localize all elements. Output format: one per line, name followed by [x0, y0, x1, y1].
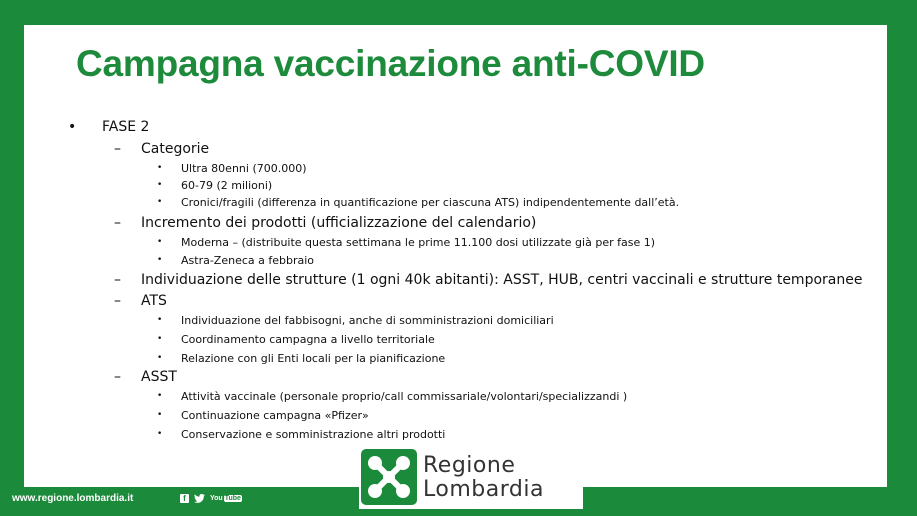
- bullet-marker: •: [157, 163, 163, 173]
- bullet-marker: •: [157, 429, 163, 439]
- bullet-marker: •: [157, 353, 163, 363]
- section-heading: [114, 272, 863, 288]
- bullet-marker: •: [157, 391, 163, 401]
- list-item-text: Continuazione campagna «Pfizer»: [181, 409, 369, 422]
- list-item: [157, 254, 315, 267]
- bullet-marker: •: [157, 334, 163, 344]
- social-icons: [180, 494, 242, 503]
- facebook-icon[interactable]: f: [180, 494, 189, 503]
- logo-wordmark: [423, 454, 544, 502]
- section-label: ATS: [141, 293, 167, 309]
- dash-marker: –: [114, 215, 121, 231]
- list-item-text: Conservazione e somministrazione altri prodotti: [181, 428, 446, 441]
- list-item: [157, 236, 655, 249]
- dash-marker: –: [114, 141, 121, 157]
- bullet-marker: •: [157, 410, 163, 420]
- bullet-marker: •: [157, 237, 163, 247]
- youtube-icon[interactable]: [210, 494, 242, 503]
- list-item: [157, 162, 307, 175]
- bullet-marker: •: [157, 315, 163, 325]
- list-item-text: Individuazione del fabbisogni, anche di somministrazioni domiciliari: [181, 314, 554, 327]
- dash-marker: –: [114, 369, 121, 385]
- list-item-text: Relazione con gli Enti locali per la pianificazione: [181, 352, 446, 365]
- section-heading: [114, 293, 167, 309]
- list-item-text: Attività vaccinale (personale proprio/call commissariale/volontari/specializzandi ): [181, 390, 628, 403]
- list-item-text: Coordinamento campagna a livello territoriale: [181, 333, 435, 346]
- outline-heading: FASE 2: [102, 119, 150, 135]
- section-label: Categorie: [141, 141, 210, 157]
- twitter-icon[interactable]: [194, 494, 205, 503]
- bullet-marker: •: [68, 119, 77, 135]
- section-heading: [114, 215, 537, 231]
- slide-title: Campagna vaccinazione anti-COVID: [76, 43, 705, 84]
- youtube-you-text: You: [210, 495, 223, 502]
- list-item-text: 60-79 (2 milioni): [181, 179, 273, 192]
- list-item: [157, 179, 273, 192]
- logo-line-lombardia: Lombardia: [423, 477, 544, 502]
- list-item-text: Astra-Zeneca a febbraio: [181, 254, 315, 267]
- section-label: Incremento dei prodotti (ufficializzazione del calendario): [141, 215, 537, 231]
- bullet-marker: •: [157, 197, 163, 207]
- section-heading: [114, 141, 210, 157]
- list-item: [157, 333, 435, 346]
- dash-marker: –: [114, 293, 121, 309]
- logo-line-regione: Regione: [423, 453, 516, 478]
- dash-marker: –: [114, 272, 121, 288]
- section-label: Individuazione delle strutture (1 ogni 40k abitanti): ASST, HUB, centri vaccinali e strutture temporanee: [141, 272, 863, 288]
- bullet-marker: •: [157, 255, 163, 265]
- list-item: [157, 428, 446, 441]
- list-item-text: Moderna – (distribuite questa settimana le prime 11.100 dosi utilizzate già per fase 1): [181, 236, 655, 249]
- section-heading: [114, 369, 177, 385]
- list-item: [157, 390, 628, 403]
- regione-lombardia-logo: [359, 447, 583, 509]
- list-item-text: Ultra 80enni (700.000): [181, 162, 307, 175]
- section-label: ASST: [141, 369, 177, 385]
- list-item: [157, 352, 446, 365]
- footer-url[interactable]: www.regione.lombardia.it: [12, 493, 134, 504]
- outline-level1-item: [68, 119, 150, 135]
- youtube-tube-text: Tube: [224, 495, 241, 502]
- list-item-text: Cronici/fragili (differenza in quantificazione per ciascuna ATS) indipendentemente dall’età.: [181, 196, 680, 209]
- bullet-marker: •: [157, 180, 163, 190]
- slide: [24, 25, 887, 487]
- regione-logo-symbol-icon: [361, 449, 417, 505]
- list-item: [157, 409, 369, 422]
- list-item: [157, 314, 554, 327]
- list-item: [157, 196, 680, 209]
